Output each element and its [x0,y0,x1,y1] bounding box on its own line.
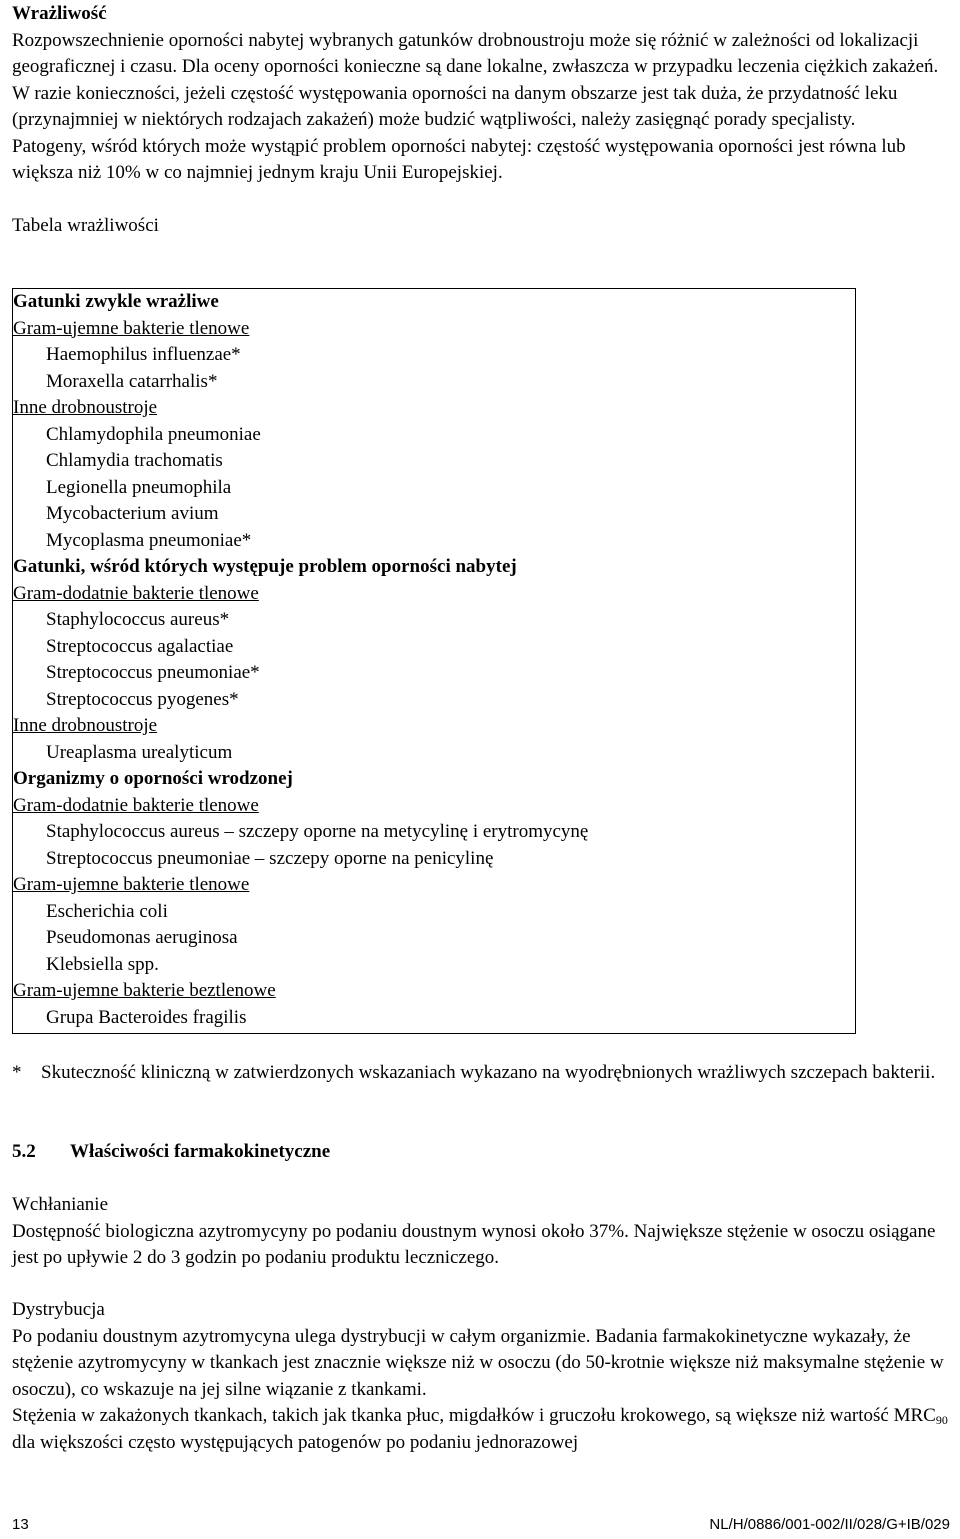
table-organism-item: Pseudomonas aeruginosa [46,927,238,948]
table-subgroup-heading: Gram-dodatnie bakterie tlenowe [13,794,259,816]
distribution-text-2 [12,1403,957,1456]
table-subgroup-heading: Gram-ujemne bakterie tlenowe [13,317,250,339]
table-organism-item: Staphylococcus aureus* [46,609,230,630]
page-number: 13 [12,1516,29,1533]
table-organism-item: Klebsiella spp. [46,953,159,975]
table-organism-item: Chlamydophila pneumoniae [46,423,261,445]
table-organism-item: Mycobacterium avium [46,503,219,524]
table-organism-item: Streptococcus pneumoniae – szczepy oporne na penicylinę [46,847,494,869]
section-title: Właściwości farmakokinetyczne [70,1141,331,1162]
table-organism-item: Moraxella catarrhalis* [46,370,218,392]
distribution-section [12,1297,957,1456]
document-page [12,0,952,1453]
table-organism-item: Ureaplasma urealyticum [46,741,233,763]
table-organism-item: Legionella pneumophila [46,476,232,498]
footnote-text: Skuteczność kliniczną w zatwierdzonych wskazaniach wykazano na wyodrębnionych wrażliwych szczepach bakterii. [41,1062,936,1083]
section-number: 5.2 [12,1141,36,1162]
section-5-2-heading [12,1139,330,1166]
mrc-subscript: 90 [935,1413,948,1427]
distribution-text-1: Po podaniu doustnym azytromycyna ulega dystrybucji w całym organizmie. Badania farmakokinetyczne wykazały, że stężenie azytromycyny w tkankach jest znacznie większe niż w osoczu (do 50-krotnie większe niż maksymalne stężenie w osoczu), co wskazuje na jej silne wiązanie z tkankami. [12,1325,944,1400]
table-group-heading: Gatunki, wśród których występuje problem oporności nabytej [13,556,517,577]
distribution-heading: Dystrybucja [12,1299,105,1320]
table-organism-item: Streptococcus agalactiae [46,635,234,657]
susceptibility-table [12,288,856,1034]
table-subgroup-heading: Gram-ujemne bakterie beztlenowe [13,980,276,1001]
table-group-heading: Organizmy o oporności wrodzonej [13,768,293,789]
absorption-section [12,1192,957,1272]
absorption-text: Dostępność biologiczna azytromycyny po podaniu doustnym wynosi około 37%. Największe stężenie w osoczu osiągane jest po upływie 2 do 3 godzin po podaniu produktu leczniczego. [12,1220,936,1268]
page-footer [12,1512,950,1539]
footnote-marker: * [12,1062,22,1083]
section-heading-susceptibility: Wrażliwość [12,3,107,24]
footnote [12,1060,952,1087]
table-organism-item: Streptococcus pneumoniae* [46,662,260,683]
table-group-heading: Gatunki zwykle wrażliwe [13,291,219,312]
absorption-heading: Wchłanianie [12,1194,109,1215]
table-organism-item: Staphylococcus aureus – szczepy oporne na metycylinę i erytromycynę [46,821,589,842]
table-organism-item: Mycoplasma pneumoniae* [46,529,252,551]
table-organism-item: Haemophilus influenzae* [46,344,241,365]
table-subgroup-heading: Gram-ujemne bakterie tlenowe [13,874,250,895]
table-subgroup-heading: Inne drobnoustroje [13,397,158,418]
distribution-text-2-after: dla większości często występujących patogenów po podaniu jednorazowej [12,1431,579,1453]
table-subgroup-heading: Gram-dodatnie bakterie tlenowe [13,582,259,604]
table-organism-item: Streptococcus pyogenes* [46,688,239,710]
distribution-text-2-before: Stężenia w zakażonych tkankach, takich jak tkanka płuc, migdałków i gruczołu krokowego, są większe niż wartość MRC [12,1405,936,1426]
table-organism-item: Escherichia coli [46,900,168,922]
susceptibility-paragraph-1: Rozpowszechnienie oporności nabytej wybranych gatunków drobnoustroju może się różnić w zależności od lokalizacji geograficznej i czasu. Dla oceny oporności konieczne są dane lokalne, zwłaszcza w przypadku leczenia ciężkich zakażeń. W razie konieczności, jeżeli częstość występowania oporności na danym obszarze jest tak duża, że przydatność leku (przynajmniej w niektórych rodzajach zakażeń) może budzić wątpliwości, należy zasięgnąć porady specjalisty. [12,29,939,130]
document-reference: NL/H/0886/001-002/II/028/G+IB/029 [709,1516,950,1533]
table-subgroup-heading: Inne drobnoustroje [13,715,158,736]
table-title: Tabela wrażliwości [12,214,159,236]
susceptibility-paragraph-2: Patogeny, wśród których może wystąpić problem oporności nabytej: częstość występowania oporności jest równa lub większa niż 10% w co najmniej jednym kraju Unii Europejskiej. [12,135,906,183]
table-organism-item: Chlamydia trachomatis [46,450,223,471]
table-organism-item: Grupa Bacteroides fragilis [46,1006,247,1028]
